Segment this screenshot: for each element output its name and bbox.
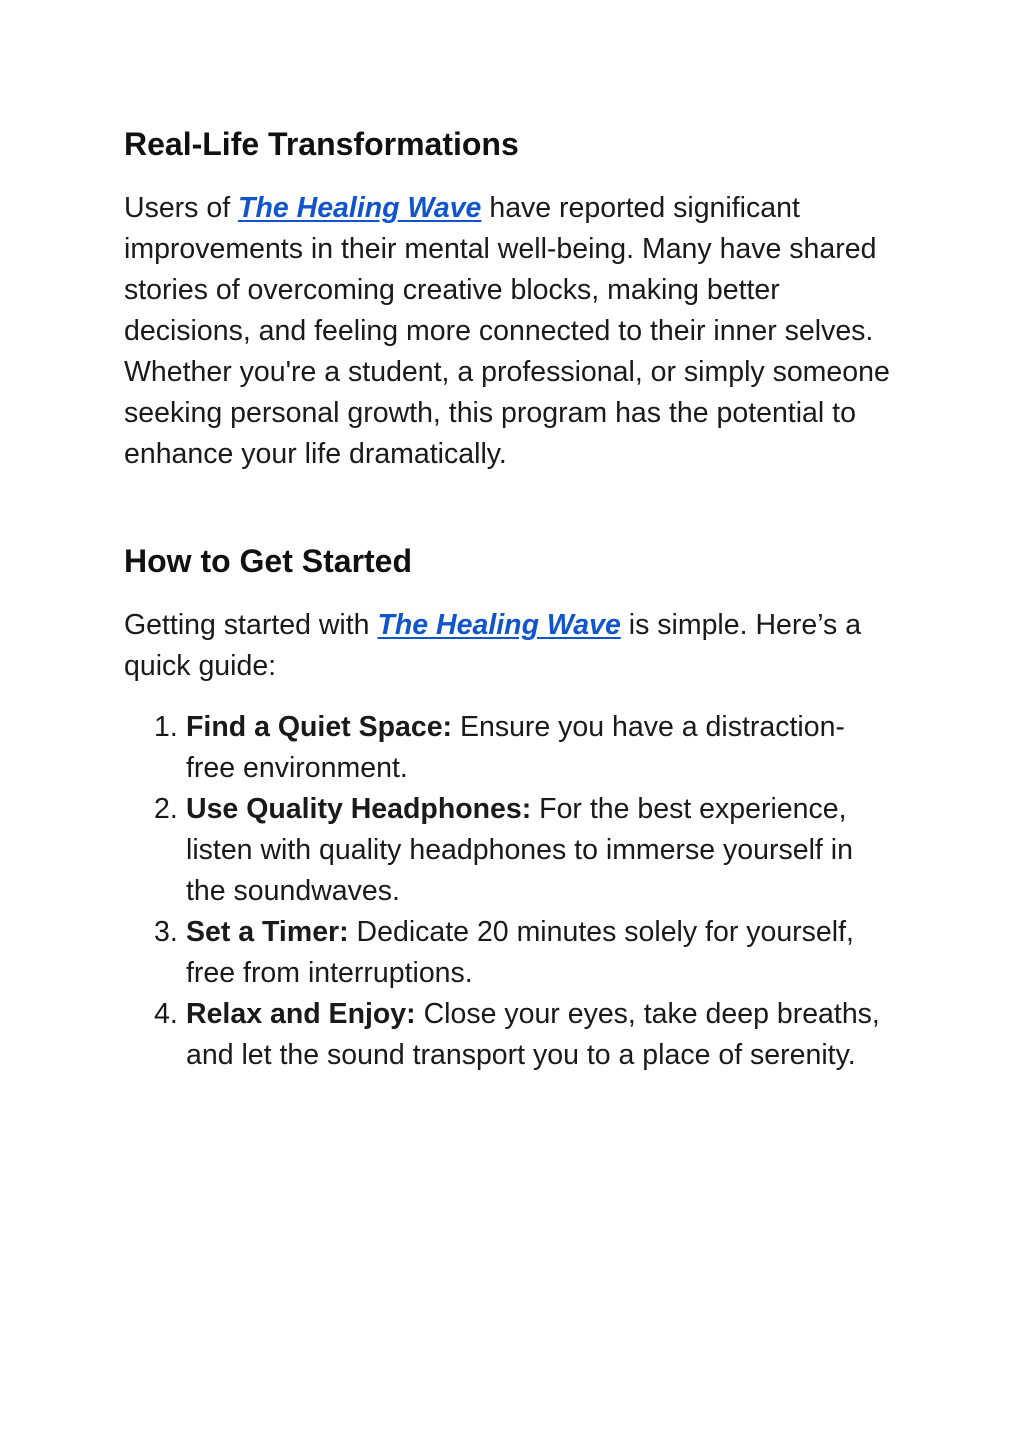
paragraph-real-life-transformations <box>124 188 904 475</box>
list-item-title: Set a Timer: <box>186 916 349 948</box>
getting-started-steps-list <box>124 707 894 1076</box>
list-item-text: Close your eyes, take deep breaths, and let the sound transport you to a place of serenity. <box>186 998 880 1071</box>
paragraph-text: is simple. Here’s a quick guide: <box>124 609 862 682</box>
list-item <box>124 707 894 789</box>
list-item-text: Dedicate 20 minutes solely for yourself, free from interruptions. <box>186 916 854 989</box>
healing-wave-link[interactable]: The Healing Wave <box>377 609 621 641</box>
list-item-number: 1. <box>154 711 178 743</box>
paragraph-text: have reported significant improvements in their mental well-being. Many have shared stories of overcoming creative blocks, making better decisions, and feeling more connected to their inner selves. Whether you're a student, a professional, or simply someone seeking personal growth, this program has the potential to enhance your life dramatically. <box>124 192 890 470</box>
list-item-number: 4. <box>154 998 178 1030</box>
list-item-title: Relax and Enjoy: <box>186 998 416 1030</box>
paragraph-text: Getting started with <box>124 609 378 641</box>
paragraph-text: Users of <box>124 192 239 224</box>
section-heading-how-to-get-started: How to Get Started <box>124 543 413 579</box>
list-item-number: 2. <box>154 793 178 825</box>
list-item-text: Ensure you have a distraction-free environment. <box>186 711 845 784</box>
list-item <box>124 912 894 994</box>
list-item-text: For the best experience, listen with quality headphones to immerse yourself in the soundwaves. <box>186 793 853 907</box>
list-item-title: Use Quality Headphones: <box>186 793 532 825</box>
list-item-number: 3. <box>154 916 178 948</box>
list-item <box>124 994 894 1076</box>
paragraph-how-to-get-started <box>124 605 904 687</box>
list-item-title: Find a Quiet Space: <box>186 711 453 743</box>
list-item <box>124 789 894 912</box>
healing-wave-link[interactable]: The Healing Wave <box>238 192 482 224</box>
section-heading-real-life-transformations: Real-Life Transformations <box>124 126 519 162</box>
